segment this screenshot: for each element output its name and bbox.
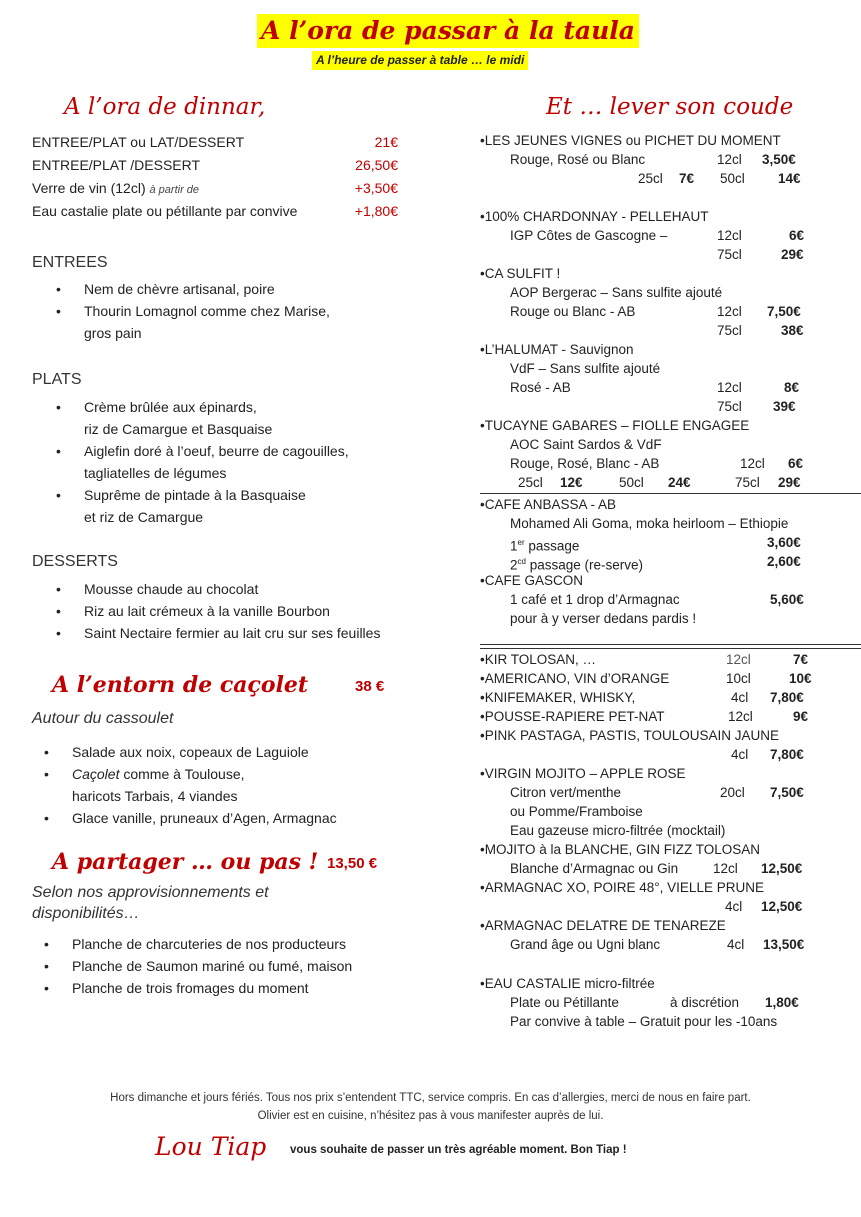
drink-line: Grand âge ou Ugni blanc (510, 937, 661, 952)
drink-title: ARMAGNAC DELATRE DE TENAREZE (484, 918, 726, 933)
drink-volume: 4cl (731, 690, 749, 705)
drink-volume: 12cl (717, 152, 742, 167)
list-item-continuation: gros pain (84, 325, 142, 341)
menu-row-price: +1,80€ (354, 203, 398, 219)
drink-line: AOC Saint Sardos & VdF (510, 437, 662, 452)
partager-price: 13,50 € (327, 855, 378, 872)
drink-price: 12,50€ (761, 899, 803, 914)
drink-item: •POUSSE-RAPIERE PET-NAT (480, 709, 665, 724)
section-title-entrees: ENTREES (32, 254, 108, 271)
plats-list-2 (54, 440, 349, 462)
list-item: • Planche de charcuteries de nos producteurs (42, 933, 352, 955)
menu-row-label: Verre de vin (12cl) (32, 180, 146, 196)
drink-price: 7,80€ (770, 747, 804, 762)
drink-volume: 12cl (726, 652, 751, 667)
plats-list (54, 396, 257, 418)
list-item-rest: comme à Toulouse, (123, 766, 245, 782)
list-item: • Glace vanille, pruneaux d’Agen, Armagnac (42, 807, 337, 829)
drink-price: 14€ (778, 171, 801, 186)
drink-title: EAU CASTALIE micro-filtrée (484, 976, 655, 991)
drink-volume: 12cl (728, 709, 753, 724)
drink-item: •ARMAGNAC DELATRE DE TENAREZE (480, 918, 726, 933)
partager-title: A partager … ou pas ! (52, 849, 319, 875)
list-item: • Riz au lait crémeux à la vanille Bourbon (54, 600, 380, 622)
drink-volume: 4cl (725, 899, 743, 914)
list-item-continuation: riz de Camargue et Basquaise (84, 421, 273, 437)
drink-price: 29€ (778, 475, 801, 490)
drink-line: 1er passage (510, 538, 580, 554)
drink-price: 3,50€ (762, 152, 796, 167)
drink-price: 2,60€ (767, 554, 801, 569)
drink-line: à discrétion (670, 995, 740, 1010)
list-item: • Thourin Lomagnol comme chez Marise, (54, 300, 330, 322)
list-item: • Planche de Saumon mariné ou fumé, maison (42, 955, 352, 977)
drink-volume: 50cl (619, 475, 644, 490)
drink-title: TUCAYNE GABARES – FIOLLE ENGAGEE (484, 418, 750, 433)
drink-volume: 25cl (518, 475, 543, 490)
drink-price: 38€ (781, 323, 804, 338)
drink-item (480, 264, 816, 283)
partager-subtitle: Selon nos approvisionnements et (32, 884, 269, 901)
drink-line: Rouge, Rosé, Blanc - AB (510, 456, 660, 471)
drink-title: AMERICANO, VIN d’ORANGE (484, 671, 670, 686)
list-item: • Salade aux noix, copeaux de Laguiole (42, 741, 309, 763)
divider (480, 493, 861, 494)
drink-volume: 25cl (638, 171, 663, 186)
drink-title: POUSSE-RAPIERE PET-NAT (484, 709, 665, 724)
drink-title: LES JEUNES VIGNES ou PICHET DU MOMENT (484, 133, 781, 148)
drink-volume: 12cl (740, 456, 765, 471)
drink-title: PINK PASTAGA, PASTIS, TOULOUSAIN JAUNE (484, 728, 780, 743)
drink-price: 7€ (679, 171, 695, 186)
drink-line: IGP Côtes de Gascogne – (510, 228, 668, 243)
bullet: • (480, 342, 485, 357)
menu-row-label: Eau castalie plate ou pétillante par convive (32, 203, 298, 219)
menu-row-price: +3,50€ (354, 180, 398, 196)
menu-row-label: ENTREE/PLAT ou LAT/DESSERT (32, 134, 245, 150)
menu-row-price: 21€ (374, 134, 398, 150)
divider (480, 644, 861, 645)
list-item-continuation: tagliatelles de légumes (84, 465, 227, 481)
list-item: • Crème brûlée aux épinards, (54, 396, 257, 418)
partager-list (42, 933, 352, 999)
drink-volume: 12cl (717, 228, 742, 243)
drink-item: •PINK PASTAGA, PASTIS, TOULOUSAIN JAUNE (480, 728, 780, 743)
list-item-continuation: et riz de Camargue (84, 509, 204, 525)
list-item: • Mousse chaude au chocolat (54, 578, 380, 600)
menu-row (32, 157, 398, 179)
drink-line: VdF – Sans sulfite ajouté (510, 361, 661, 376)
drink-item: •ARMAGNAC XO, POIRE 48°, VIELLE PRUNE (480, 880, 764, 895)
list-item (42, 763, 309, 785)
list-item: • Nem de chèvre artisanal, poire (54, 278, 330, 300)
drink-item: •KIR TOLOSAN, … (480, 652, 597, 667)
drink-item: •AMERICANO, VIN d’ORANGE (480, 671, 670, 686)
list-item: • Planche de trois fromages du moment (42, 977, 352, 999)
drink-price: 7€ (793, 652, 809, 667)
footer-notice: Olivier est en cuisine, n’hésitez pas à vous manifester auprès de lui. (257, 1110, 604, 1122)
drink-volume: 10cl (726, 671, 751, 686)
drink-item: •VIRGIN MOJITO – APPLE ROSE (480, 766, 686, 781)
drink-price: 8€ (784, 380, 800, 395)
page-subtitle: A l’heure de passer à table … le midi (312, 51, 528, 70)
footer-notice: Hors dimanche et jours fériés. Tous nos prix s’entendent TTC, service compris. En cas d’allergies, merci de nous en faire part. (110, 1092, 751, 1104)
drink-title: KIR TOLOSAN, … (484, 652, 597, 667)
drink-line: pour à y verser dedans pardis ! (510, 611, 697, 626)
drink-item: •KNIFEMAKER, WHISKY, (480, 690, 636, 705)
drink-item: •EAU CASTALIE micro-filtrée (480, 976, 655, 991)
drink-title: CA SULFIT ! (484, 266, 561, 281)
drink-price: 39€ (773, 399, 796, 414)
drink-volume: 12cl (717, 304, 742, 319)
list-item-italic: Caçolet (72, 766, 120, 782)
menu-row (32, 203, 398, 225)
bullet: • (480, 497, 485, 512)
drink-price: 7,50€ (767, 304, 801, 319)
entrees-list (54, 278, 330, 322)
bullet: • (480, 133, 485, 148)
drink-volume: 20cl (720, 785, 745, 800)
drink-title: CAFE ANBASSA - AB (484, 497, 617, 512)
drink-price: 7,50€ (770, 785, 804, 800)
drink-item (480, 571, 816, 590)
drink-price: 9€ (793, 709, 809, 724)
drink-volume: 4cl (731, 747, 749, 762)
menu-row (32, 180, 398, 202)
divider (480, 648, 861, 649)
drink-price: 1,80€ (765, 995, 799, 1010)
drink-price: 6€ (789, 228, 805, 243)
page-title: A l’ora de passar à la taula (257, 14, 639, 48)
drink-price: 24€ (668, 475, 691, 490)
drink-line: $2^{cd}$ passage (re-serve) (510, 557, 644, 573)
partager-subtitle: disponibilités… (32, 905, 140, 922)
drink-price: 12,50€ (761, 861, 803, 876)
drink-line: Rouge ou Blanc - AB (510, 304, 636, 319)
cassoulet-title: A l’entorn de caçolet (52, 672, 309, 698)
list-item: • Suprême de pintade à la Basquaise (54, 484, 306, 506)
drink-line: Rouge, Rosé ou Blanc (510, 152, 646, 167)
menu-row-label: ENTREE/PLAT /DESSERT (32, 157, 201, 173)
drink-volume: 12cl (713, 861, 738, 876)
drink-price: 13,50€ (763, 937, 805, 952)
drink-item (480, 207, 816, 226)
drink-title: ARMAGNAC XO, POIRE 48°, VIELLE PRUNE (484, 880, 764, 895)
drink-title: L’HALUMAT - Sauvignon (484, 342, 634, 357)
drink-title: KNIFEMAKER, WHISKY, (484, 690, 636, 705)
drink-title: MOJITO à la BLANCHE, GIN FIZZ TOLOSAN (484, 842, 761, 857)
drink-line: Par convive à table – Gratuit pour les -10ans (510, 1014, 778, 1029)
list-item: • Saint Nectaire fermier au lait cru sur ses feuilles (54, 622, 380, 644)
drink-price: 10€ (789, 671, 812, 686)
bullet: • (480, 573, 485, 588)
cassoulet-list (42, 741, 309, 785)
right-heading: Et … lever son coude (546, 94, 794, 120)
left-heading: A l’ora de dinnar, (64, 94, 266, 120)
drink-line: Plate ou Pétillante (510, 995, 619, 1010)
drink-item (480, 131, 816, 150)
drink-title: CAFE GASCON (484, 573, 583, 588)
drink-volume: 75cl (717, 399, 742, 414)
drink-price: 5,60€ (770, 592, 804, 607)
brand-name: Lou Tiap (155, 1132, 267, 1161)
drink-price: 29€ (781, 247, 804, 262)
bullet: • (480, 418, 485, 433)
desserts-list (54, 578, 380, 644)
drink-title: 100% CHARDONNAY - PELLEHAUT (484, 209, 709, 224)
drink-item: •MOJITO à la BLANCHE, GIN FIZZ TOLOSAN (480, 842, 761, 857)
cassoulet-price: 38 € (355, 678, 385, 695)
section-title-desserts: DESSERTS (32, 553, 118, 570)
drink-volume: 75cl (717, 323, 742, 338)
drink-volume: 50cl (720, 171, 745, 186)
footer-tagline: vous souhaite de passer un très agréable moment. Bon Tiap ! (290, 1144, 627, 1156)
drink-line: 1 café et 1 drop d’Armagnac (510, 592, 680, 607)
drink-price: 7,80€ (770, 690, 804, 705)
drink-volume: 75cl (717, 247, 742, 262)
drink-line: AOP Bergerac – Sans sulfite ajouté (510, 285, 723, 300)
menu-row (32, 134, 398, 156)
drink-item (480, 416, 850, 435)
drink-item (480, 495, 816, 514)
drink-price: 6€ (788, 456, 804, 471)
drink-line: Blanche d’Armagnac ou Gin (510, 861, 679, 876)
drink-volume: 4cl (727, 937, 745, 952)
section-title-plats: PLATS (32, 371, 82, 388)
cassoulet-subtitle: Autour du cassoulet (32, 710, 174, 727)
menu-row-price: 26,50€ (355, 157, 398, 173)
drink-line: ou Pomme/Framboise (510, 804, 643, 819)
drink-line: Rosé - AB (510, 380, 571, 395)
bullet: • (480, 266, 485, 281)
cassoulet-list-2 (42, 807, 337, 829)
drink-price: 12€ (560, 475, 583, 490)
plats-list-3 (54, 484, 306, 506)
list-item: • Aiglefin doré à l’oeuf, beurre de cagouilles, (54, 440, 349, 462)
menu-row-note: à partir de (149, 184, 200, 196)
drink-price: 3,60€ (767, 535, 801, 550)
drink-line: Mohamed Ali Goma, moka heirloom – Ethiopie (510, 516, 789, 531)
drink-line: Eau gazeuse micro-filtrée (mocktail) (510, 823, 726, 838)
bullet: • (480, 209, 485, 224)
drink-item (480, 340, 816, 359)
list-item-continuation: haricots Tarbais, 4 viandes (72, 788, 238, 804)
drink-line: Citron vert/menthe (510, 785, 622, 800)
drink-volume: 12cl (717, 380, 742, 395)
drink-volume: 75cl (735, 475, 760, 490)
drink-title: VIRGIN MOJITO – APPLE ROSE (484, 766, 686, 781)
